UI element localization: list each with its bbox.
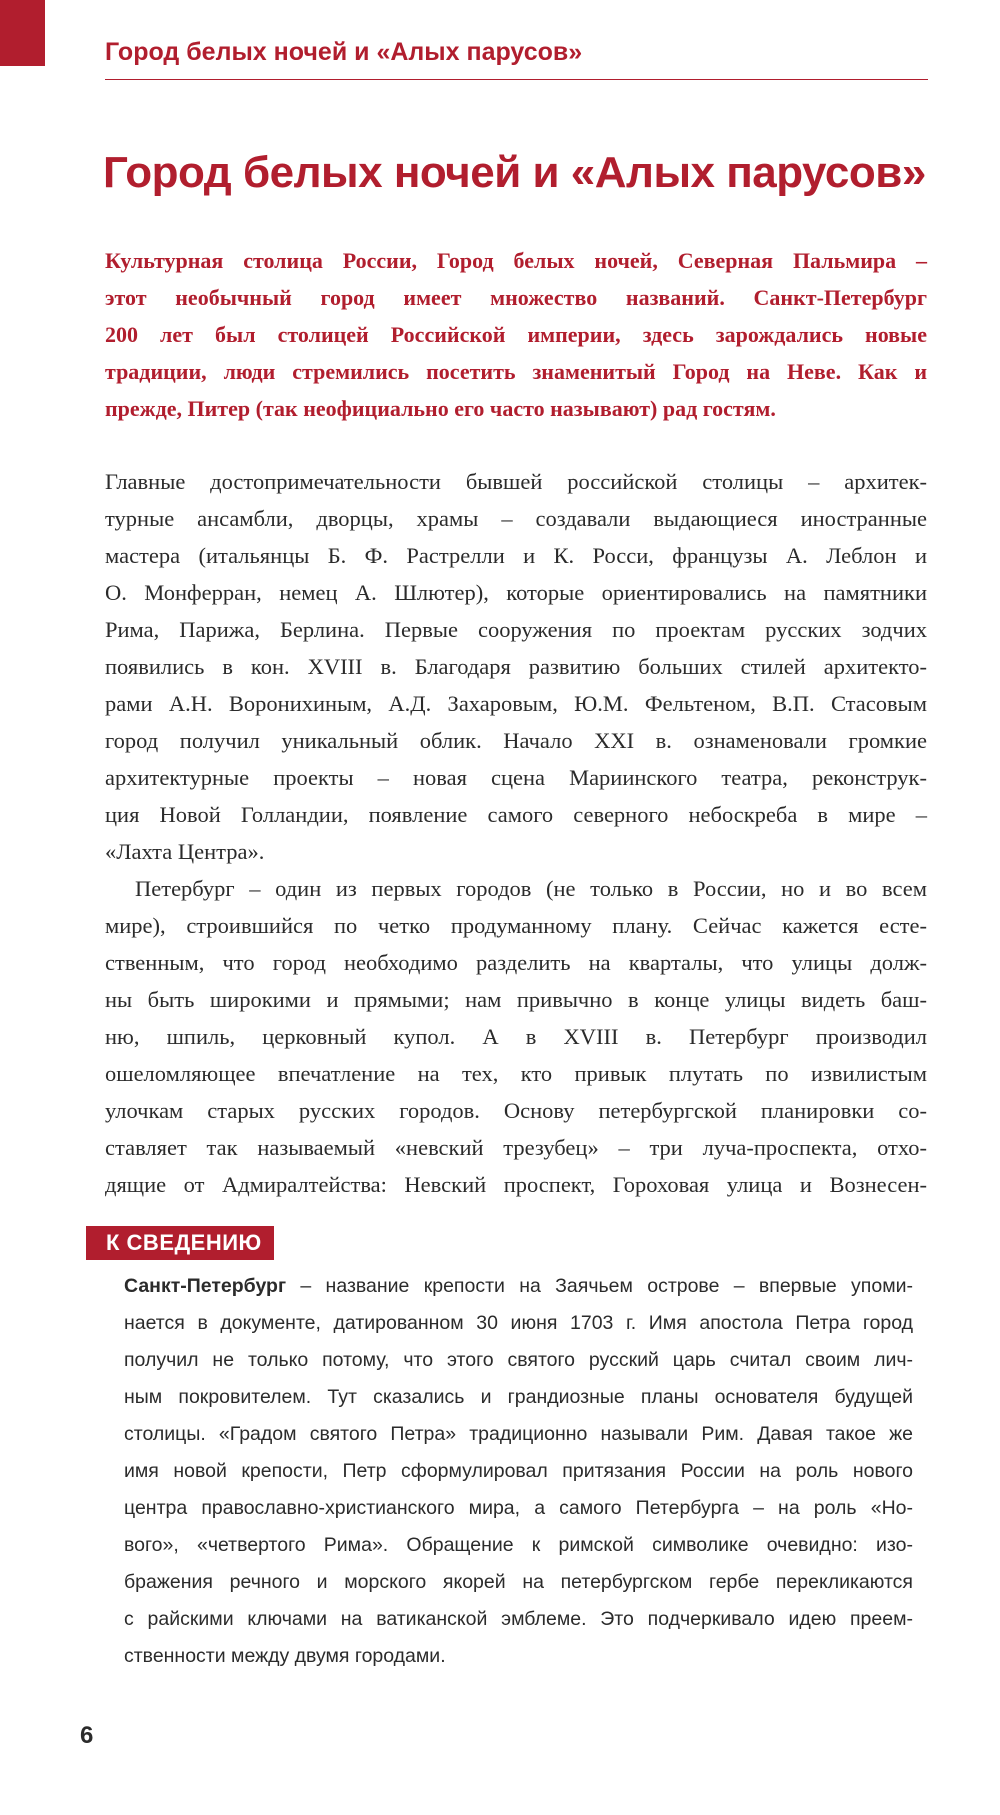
info-line: столицы. «Градом святого Петра» традиционно называли Рим. Давая такое же [124,1423,913,1445]
lead-line: 200 лет был столицей Российской империи, здесь зарождались новые [105,322,927,347]
lead-line: Культурная столица России, Город белых ночей, Северная Пальмира – [105,248,927,273]
info-box-text [124,1268,913,1675]
body-line: архитектурные проекты – новая сцена Мариинского театра, реконструк- [105,765,927,790]
chapter-title: Город белых ночей и «Алых парусов» [103,148,926,197]
info-line [124,1268,913,1305]
info-bold-term: Санкт-Петербург [124,1275,287,1297]
info-line: ственности между двумя городами. [124,1645,446,1667]
corner-color-tab [0,0,45,66]
info-line: нается в документе, датированном 30 июня 1703 г. Имя апостола Петра город [124,1312,913,1334]
info-line: бражения речного и морского якорей на петербургском гербе перекликаются [124,1571,913,1593]
body-line: О. Монферран, немец А. Шлютер), которые ориентировались на памятники [105,580,927,605]
lead-line: прежде, Питер (так неофициально его часто называют) рад гостям. [105,396,776,421]
lead-line: традиции, люди стремились посетить знаменитый Город на Неве. Как и [105,359,927,384]
body-line: ню, шпиль, церковный купол. А в XVIII в. Петербург производил [105,1024,927,1049]
info-line: с райскими ключами на ватиканской эмблеме. Это подчеркивало идею преем- [124,1608,913,1630]
body-line: мастера (итальянцы Б. Ф. Растрелли и К. Росси, французы А. Леблон и [105,543,927,568]
info-line: центра православно-христианского мира, а самого Петербурга – на роль «Но- [124,1497,913,1519]
body-line: ны быть широкими и прямыми; нам привычно в конце улицы видеть баш- [105,987,927,1012]
body-line: мире), строившийся по четко продуманному плану. Сейчас кажется есте- [105,913,927,938]
info-first-line-rest: – название крепости на Заячьем острове – впервые упоми- [286,1275,913,1297]
body-line: ошеломляющее впечатление на тех, кто привык плутать по извилистым [105,1061,927,1086]
body-line: ция Новой Голландии, появление самого северного небоскреба в мире – [105,802,927,827]
body-line: ственным, что город необходимо разделить на кварталы, что улицы долж- [105,950,927,975]
body-line: Рима, Парижа, Берлина. Первые сооружения по проектам русских зодчих [105,617,927,642]
body-line: улочкам старых русских городов. Основу петербургской планировки со- [105,1098,927,1123]
info-line: вого», «четвертого Рима». Обращение к римской символике очевидно: изо- [124,1534,913,1556]
info-label-badge: К СВЕДЕНИЮ [86,1226,274,1260]
body-line: появились в кон. XVIII в. Благодаря развитию больших стилей архитекто- [105,654,927,679]
lead-paragraph [105,242,927,427]
body-line: «Лахта Центра». [105,839,265,864]
body-line: город получил уникальный облик. Начало XXI в. ознаменовали громкие [105,728,927,753]
lead-line: этот необычный город имеет множество названий. Санкт-Петербург [105,285,927,310]
body-text [105,463,927,1203]
header-rule [105,79,928,80]
body-line: Главные достопримечательности бывшей российской столицы – архитек- [105,469,927,494]
body-line: рами А.Н. Воронихиным, А.Д. Захаровым, Ю.М. Фельтеном, В.П. Стасовым [105,691,927,716]
running-head: Город белых ночей и «Алых парусов» [105,38,583,66]
page-number: 6 [80,1722,94,1749]
body-line: ставляет так называемый «невский трезубец» – три луча-проспекта, отхо- [105,1135,927,1160]
info-line: имя новой крепости, Петр сформулировал притязания России на роль нового [124,1460,913,1482]
info-line: получил не только потому, что этого святого русский царь считал своим лич- [124,1349,913,1371]
body-line: Петербург – один из первых городов (не только в России, но и во всем [135,876,927,901]
info-line: ным покровителем. Тут сказались и грандиозные планы основателя будущей [124,1386,913,1408]
body-line: дящие от Адмиралтейства: Невский проспект, Гороховая улица и Вознесен- [105,1172,927,1197]
body-line: турные ансамбли, дворцы, храмы – создавали выдающиеся иностранные [105,506,927,531]
